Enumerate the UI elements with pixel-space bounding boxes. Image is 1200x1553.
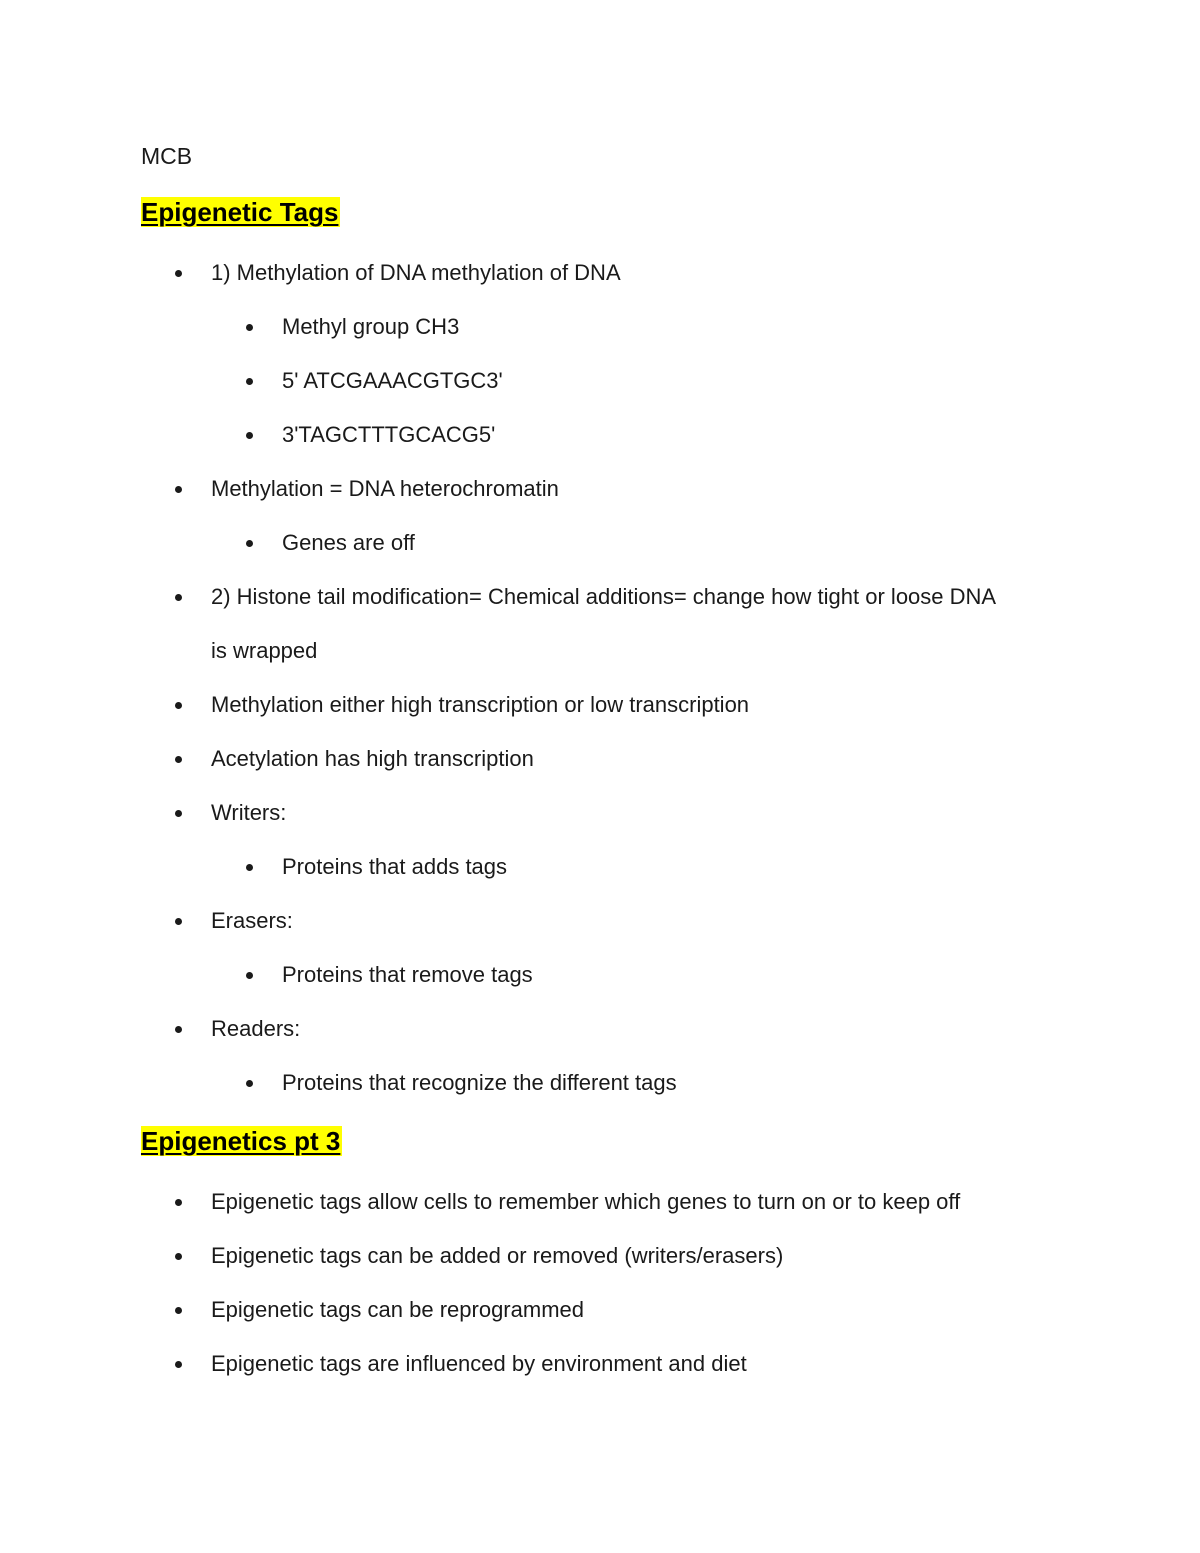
section-heading-epigenetic-tags bbox=[141, 196, 340, 228]
section-heading-text: Epigenetics pt 3 bbox=[141, 1126, 341, 1156]
list-item: 1) Methylation of DNA methylation of DNA bbox=[0, 246, 1200, 300]
section-heading-text: Epigenetic Tags bbox=[141, 197, 339, 227]
list-item: 3'TAGCTTTGCACG5' bbox=[0, 408, 1200, 462]
list-item: Proteins that adds tags bbox=[0, 840, 1200, 894]
list-item: Methylation either high transcription or low transcription bbox=[0, 678, 1200, 732]
list-item: Readers: bbox=[0, 1002, 1200, 1056]
list-item: Epigenetic tags allow cells to remember which genes to turn on or to keep off bbox=[0, 1175, 1200, 1229]
epigenetic-tags-list bbox=[0, 246, 1200, 1110]
list-item: Erasers: bbox=[0, 894, 1200, 948]
list-item: Epigenetic tags can be added or removed (writers/erasers) bbox=[0, 1229, 1200, 1283]
list-item: Methyl group CH3 bbox=[0, 300, 1200, 354]
list-item: Proteins that recognize the different tags bbox=[0, 1056, 1200, 1110]
list-item-continuation: is wrapped bbox=[211, 638, 318, 663]
list-item: Epigenetic tags are influenced by environment and diet bbox=[0, 1337, 1200, 1391]
list-item: 5' ATCGAAACGTGC3' bbox=[0, 354, 1200, 408]
list-item: Proteins that remove tags bbox=[0, 948, 1200, 1002]
epigenetics-pt3-list bbox=[0, 1175, 1200, 1391]
list-item: Methylation = DNA heterochromatin bbox=[0, 462, 1200, 516]
list-item: Acetylation has high transcription bbox=[0, 732, 1200, 786]
course-label: MCB bbox=[141, 143, 193, 169]
list-item: 2) Histone tail modification= Chemical additions= change how tight or loose DNA bbox=[0, 570, 1200, 624]
list-item: Epigenetic tags can be reprogrammed bbox=[0, 1283, 1200, 1337]
list-item: Genes are off bbox=[0, 516, 1200, 570]
list-item: Writers: bbox=[0, 786, 1200, 840]
section-heading-epigenetics-pt3 bbox=[141, 1125, 342, 1157]
